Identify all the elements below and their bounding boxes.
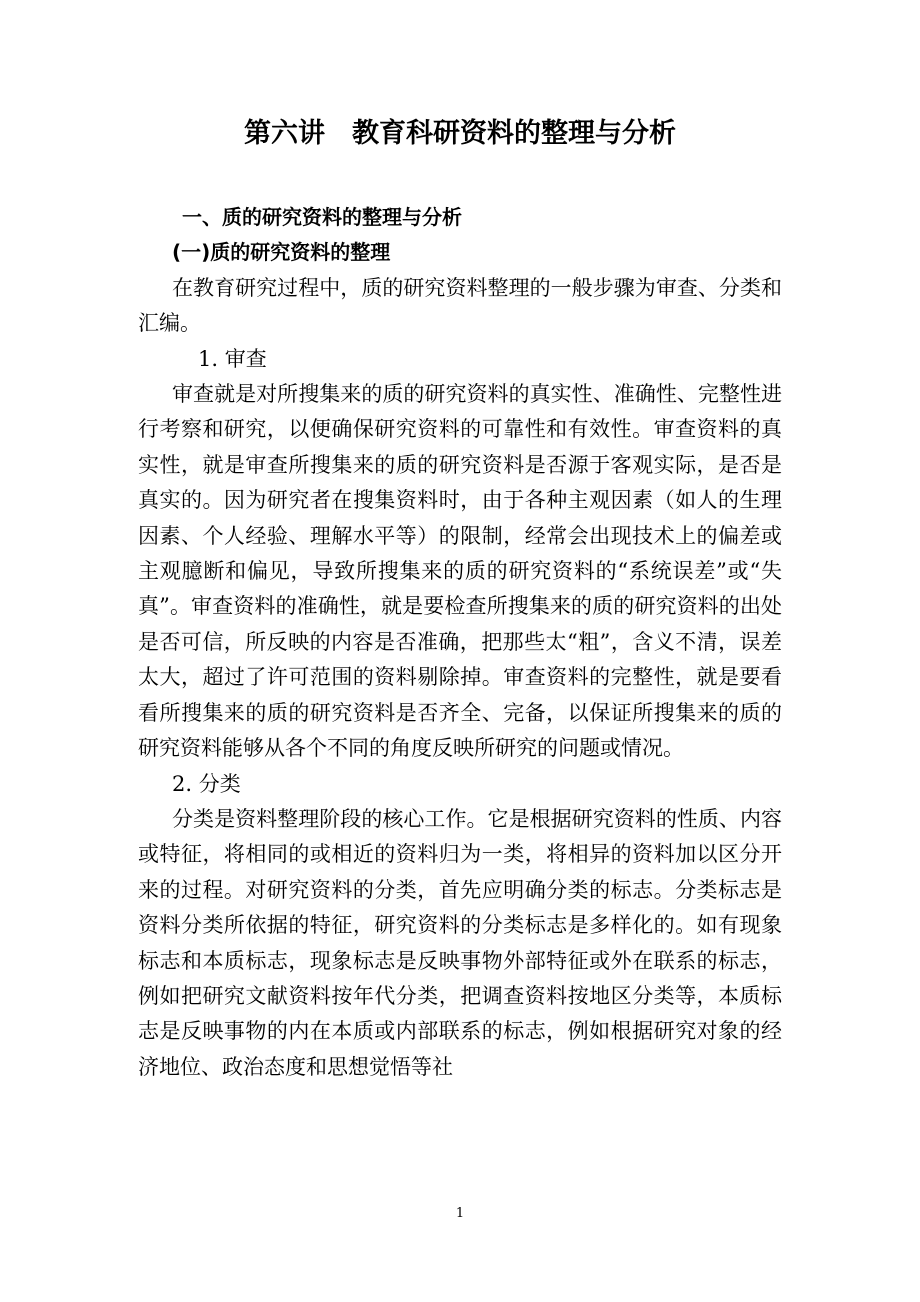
subsection-heading: (一)质的研究资料的整理 [172,240,391,265]
item-heading-classification: 2. 分类 [172,771,241,796]
document-title: 第六讲 教育科研资料的整理与分析 [244,118,676,149]
classification-paragraph: 分类是资料整理阶段的核心工作。它是根据研究资料的性质、内容或特征，将相同的或相近的资料归为一类，将相异的资料加以区分开来的过程。对研究资料的分类，首先应明确分类的标志。分类标志是资料分类所依据的特征，研究资料的分类标志是多样化的。如有现象标志和本质标志，现象标志是反映事物外部特征或外在联系的标志，例如把研究文献资料按年代分类，把调查资料按地区分类等，本质标志是反映事物的内在本质或内部联系的标志，例如根据研究对象的经济地位、政治态度和思想觉悟等社 [138,806,782,1079]
section-heading: 一、质的研究资料的整理与分析 [182,205,462,229]
intro-paragraph: 在教育研究过程中，质的研究资料整理的一般步骤为审查、分类和汇编。 [138,275,782,336]
review-paragraph: 审查就是对所搜集来的质的研究资料的真实性、准确性、完整性进行考察和研究，以便确保研究资料的可靠性和有效性。审查资料的真实性，就是审查所搜集来的质的研究资料是否源于客观实际，是否是真实的。因为研究者在搜集资料时，由于各种主观因素（如人的生理因素、个人经验、理解水平等）的限制，经常会出现技术上的偏差或主观臆断和偏见，导致所搜集来的质的研究资料的“系统误差”或“失真”。审查资料的准确性，就是要检查所搜集来的质的研究资料的出处是否可信，所反映的内容是否准确，把那些太“粗”，含义不清，误差太大，超过了许可范围的资料剔除掉。审查资料的完整性，就是要看看所搜集来的质的研究资料是否齐全、完备，以保证所搜集来的质的研究资料能够从各个不同的角度反映所研究的问题或情况。 [138,382,782,761]
item-heading-review: 1. 审查 [198,346,267,371]
page-number: 1 [455,1206,465,1221]
document-body [138,200,782,1085]
